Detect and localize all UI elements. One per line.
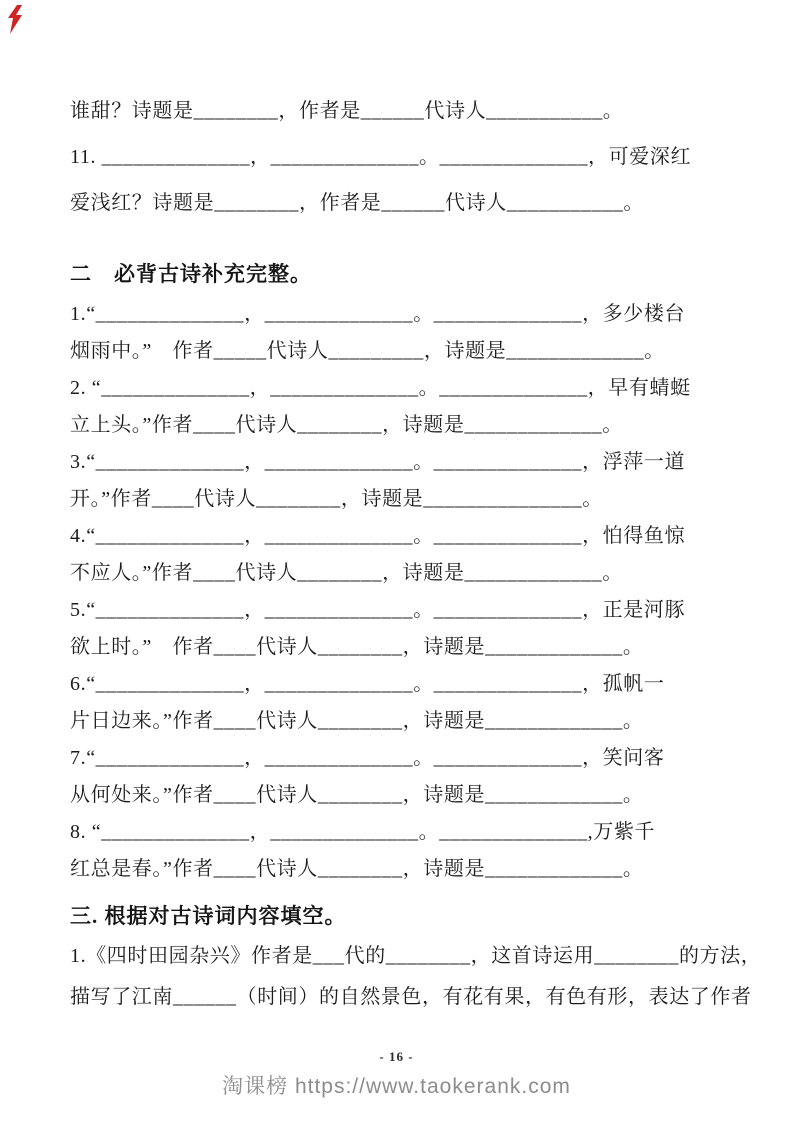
s2-item1-line1: 1.“______________，______________。______________，多少楼台 [70,303,686,325]
s2-item2-line1: 2. “______________，______________。______________，早有蜻蜓 [70,377,691,399]
section2-items [70,296,753,888]
s2-item6-line1: 6.“______________，______________。______________，孤帆一 [70,673,665,695]
s3-item1-line1: 1.《四时田园杂兴》作者是___代的________，这首诗运用________的方法， [70,945,762,967]
s2-item5-line1: 5.“______________，______________。______________，正是河豚 [70,599,686,621]
s2-item1-line2: 烟雨中。” 作者_____代诗人_________，诗题是_____________。 [70,340,665,362]
intro-line-2: 11. ______________，______________。______________，可爱深红 [70,146,692,168]
s2-item2-line2: 立上头。”作者____代诗人________，诗题是_____________。 [70,414,623,436]
intro-line-3: 爱浅红？诗题是________，作者是______代诗人___________。 [70,192,644,214]
s2-item8-line2: 红总是春。”作者____代诗人________，诗题是_____________。 [70,858,644,880]
s2-item3-line1: 3.“______________，______________。______________，浮萍一道 [70,451,686,473]
section3-heading: 三. 根据对古诗词内容填空。 [70,904,347,928]
section3-items [70,936,762,1018]
intro-line-1: 谁甜？诗题是________，作者是______代诗人___________。 [70,100,624,122]
section2-heading: 二 必背古诗补充完整。 [70,262,312,286]
s2-item8-line1: 8. “______________，______________。______________,万紫千 [70,821,656,843]
s3-item1-line2: 描写了江南______（时间）的自然景色，有花有果，有色有形，表达了作者 [70,986,752,1008]
page-footer [0,1049,793,1100]
red-corner-mark [8,5,23,35]
s2-item7-line2: 从何处来。”作者____代诗人________，诗题是_____________。 [70,784,644,806]
intro-continuation-block [70,88,753,226]
s2-item6-line2: 片日边来。”作者____代诗人________，诗题是_____________。 [70,710,644,732]
page-number: - 16 - [379,1049,414,1064]
s2-item7-line1: 7.“______________，______________。______________，笑问客 [70,747,665,769]
s2-item4-line2: 不应人。”作者____代诗人________，诗题是_____________。 [70,562,623,584]
s2-item4-line1: 4.“______________，______________。______________，怕得鱼惊 [70,525,686,547]
watermark-text: 淘课榜 https://www.taokerank.com [222,1075,571,1098]
s2-item3-line2: 开。”作者____代诗人________，诗题是_______________。 [70,488,603,510]
s2-item5-line2: 欲上时。” 作者____代诗人________，诗题是_____________。 [70,636,644,658]
